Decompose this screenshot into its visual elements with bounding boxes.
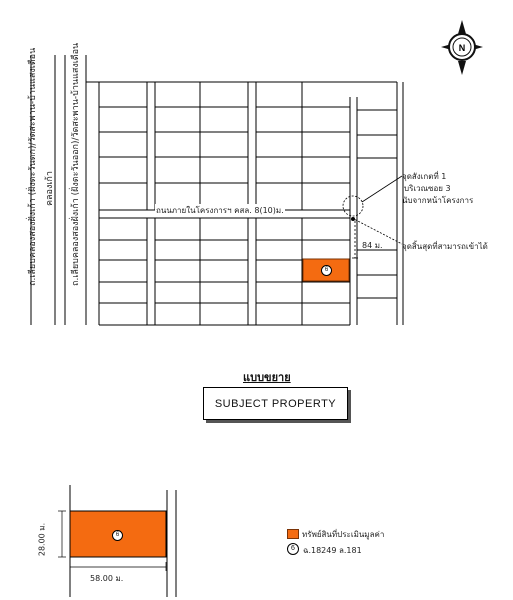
callout-line-1: จุดสังเกตที่ 1 (402, 172, 447, 181)
north-arrow-icon (441, 20, 483, 75)
legend-property-label: ทรัพย์สินที่ประเมินมูลค่า (302, 530, 385, 539)
subject-property-label: SUBJECT PROPERTY (214, 397, 337, 410)
landmark-callout (402, 171, 473, 207)
legend-swatch (287, 529, 299, 539)
callout-line-3: นับจากหน้าโครงการ (402, 196, 474, 205)
plot-number-marker: 6 (321, 265, 332, 276)
landmark-circle (343, 196, 363, 216)
plot-width-label: 58.00 ม. (90, 574, 124, 583)
callout-line-2: บริเวณซอย 3 (404, 184, 451, 193)
distance-label: 84 ม. (362, 241, 383, 250)
legend-marker: 6 (287, 543, 299, 555)
canal-label: คลองเก้า (45, 171, 55, 206)
endpoint-callout: จุดสิ้นสุดที่สามารถเข้าได้ (402, 242, 488, 251)
plot-number-marker-detail: 6 (112, 530, 123, 541)
subject-property-box (203, 387, 348, 420)
plot-depth-label: 28.00 ม. (37, 522, 47, 557)
road-label-east: ถ.เลียบคลองสองฝั่งเก้า (ฝั่งตะวันออก)/วัดสะพาน-บ้านแสงเดือน (71, 42, 81, 286)
detail-title: แบบขยาย (243, 371, 291, 384)
compass-letter: N (458, 43, 466, 53)
legend-deed-text: ฉ.18249 ล.181 (303, 546, 362, 555)
inner-road-label: ถนนภายในโครงการฯ คสล. 8(10)ม. (156, 206, 284, 215)
road-label-west: ถ.เลียบคลองสองฝั่งเก้า (ฝั่งตะวันตก)/วัดสะพาน-บ้านแสงเดือน (28, 47, 38, 286)
